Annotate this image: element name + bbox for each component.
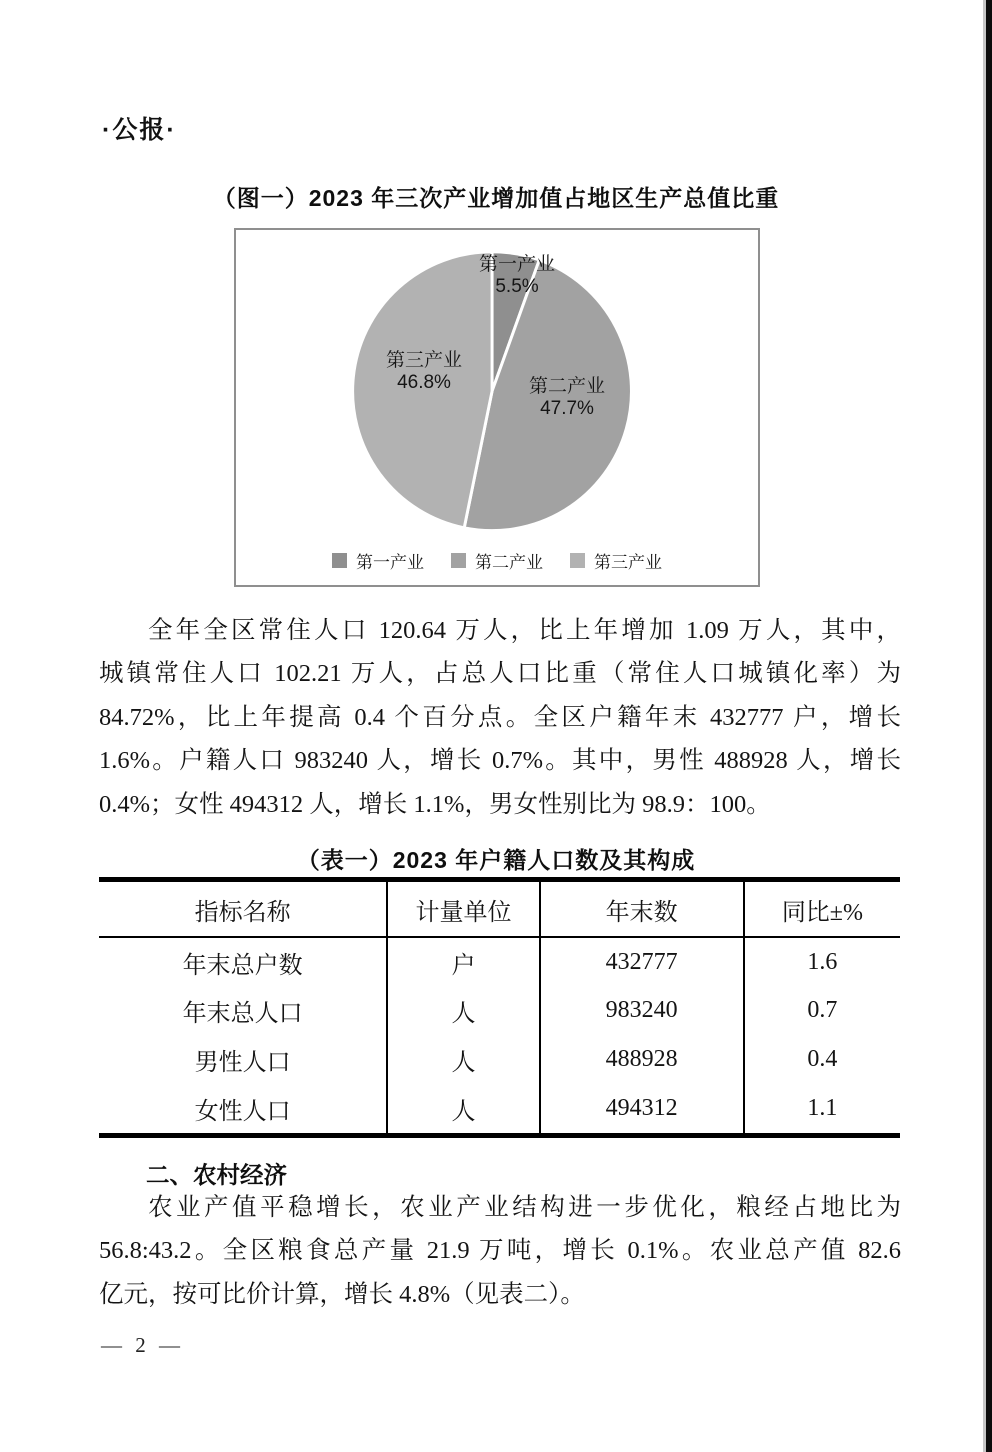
pie-slice-label-tertiary xyxy=(362,350,486,394)
col-header-yearend: 年末数 xyxy=(540,882,744,937)
cell-yoy: 0.4 xyxy=(807,1046,838,1072)
text-line: 84.72%，比上年提高 0.4 个百分点。全区户籍年末 432777 户，增长 xyxy=(99,703,901,731)
page-number: — 2 — xyxy=(101,1333,180,1357)
page-edge-strip xyxy=(986,0,992,1452)
legend-item xyxy=(451,548,543,573)
cell-yoy: 1.6 xyxy=(807,948,838,975)
cell-unit: 户 xyxy=(387,937,539,986)
journal-header: ·公报· xyxy=(102,116,177,144)
table-title: （表一）2023 年户籍人口数及其构成 xyxy=(296,847,696,873)
cell-unit: 人 xyxy=(387,1035,539,1084)
cell-indicator: 年末总人口 xyxy=(99,986,387,1035)
cell-yearend: 983240 xyxy=(540,986,744,1035)
pie-chart-frame xyxy=(234,228,760,587)
table-row xyxy=(99,937,900,986)
cell-indicator: 男性人口 xyxy=(99,1035,387,1084)
slice-value: 47.7% xyxy=(540,398,594,419)
cell-unit: 人 xyxy=(387,1084,539,1133)
pie-slice-label-primary xyxy=(455,254,579,298)
cell-yearend: 494312 xyxy=(540,1084,744,1133)
legend-label: 第三产业 xyxy=(594,553,662,572)
slice-name: 第二产业 xyxy=(528,376,605,397)
legend-swatch-icon xyxy=(332,553,347,568)
text-line: 亿元，按可比价计算，增长 4.8%（见表二）。 xyxy=(99,1280,585,1308)
legend-swatch-icon xyxy=(451,553,466,568)
col-header-unit: 计量单位 xyxy=(387,882,539,937)
table-row xyxy=(99,1084,900,1133)
text-line: 全年全区常住人口 120.64 万人，比上年增加 1.09 万人，其中， xyxy=(148,617,901,644)
table-row xyxy=(99,1035,900,1084)
population-table xyxy=(99,877,900,1138)
cell-indicator: 女性人口 xyxy=(99,1084,387,1133)
legend-swatch-icon xyxy=(570,553,585,568)
col-header-yoy: 同比±% xyxy=(744,882,900,937)
text-line: 城镇常住人口 102.21 万人，占总人口比重（常住人口城镇化率）为 xyxy=(99,660,901,688)
population-paragraph xyxy=(99,609,901,826)
section-heading-rural-economy: 二、农村经济 xyxy=(146,1162,287,1188)
chart-legend xyxy=(236,548,758,573)
col-header-indicator: 指标名称 xyxy=(99,882,387,937)
text-line: 56.8:43.2。全区粮食总产量 21.9 万吨，增长 0.1%。农业总产值 82.6 xyxy=(99,1237,901,1265)
cell-unit: 人 xyxy=(387,986,539,1035)
cell-yoy: 1.1 xyxy=(807,1095,838,1121)
text-line: 农业产值平稳增长，农业产业结构进一步优化，粮经占地比为 xyxy=(148,1194,901,1221)
slice-name: 第三产业 xyxy=(385,350,462,371)
legend-item xyxy=(570,548,662,573)
cell-indicator: 年末总户数 xyxy=(99,937,387,986)
legend-label: 第二产业 xyxy=(475,553,543,572)
rural-economy-paragraph xyxy=(99,1186,901,1316)
slice-value: 5.5% xyxy=(495,276,539,297)
table-header-row xyxy=(99,882,900,937)
text-line: 1.6%。户籍人口 983240 人，增长 0.7%。其中，男性 488928 人，增长 xyxy=(99,747,901,775)
figure-title: （图一）2023 年三次产业增加值占地区生产总值比重 xyxy=(212,185,780,211)
legend-label: 第一产业 xyxy=(356,553,424,572)
text-line: 0.4%；女性 494312 人，增长 1.1%，男女性别比为 98.9：100。 xyxy=(99,790,771,818)
cell-yoy: 0.7 xyxy=(807,997,838,1023)
cell-yearend: 488928 xyxy=(540,1035,744,1084)
legend-item xyxy=(332,548,424,573)
cell-yearend: 432777 xyxy=(540,937,744,986)
slice-value: 46.8% xyxy=(397,372,451,393)
slice-name: 第一产业 xyxy=(478,254,555,275)
pie-slice-label-secondary xyxy=(505,376,629,420)
table-row xyxy=(99,986,900,1035)
